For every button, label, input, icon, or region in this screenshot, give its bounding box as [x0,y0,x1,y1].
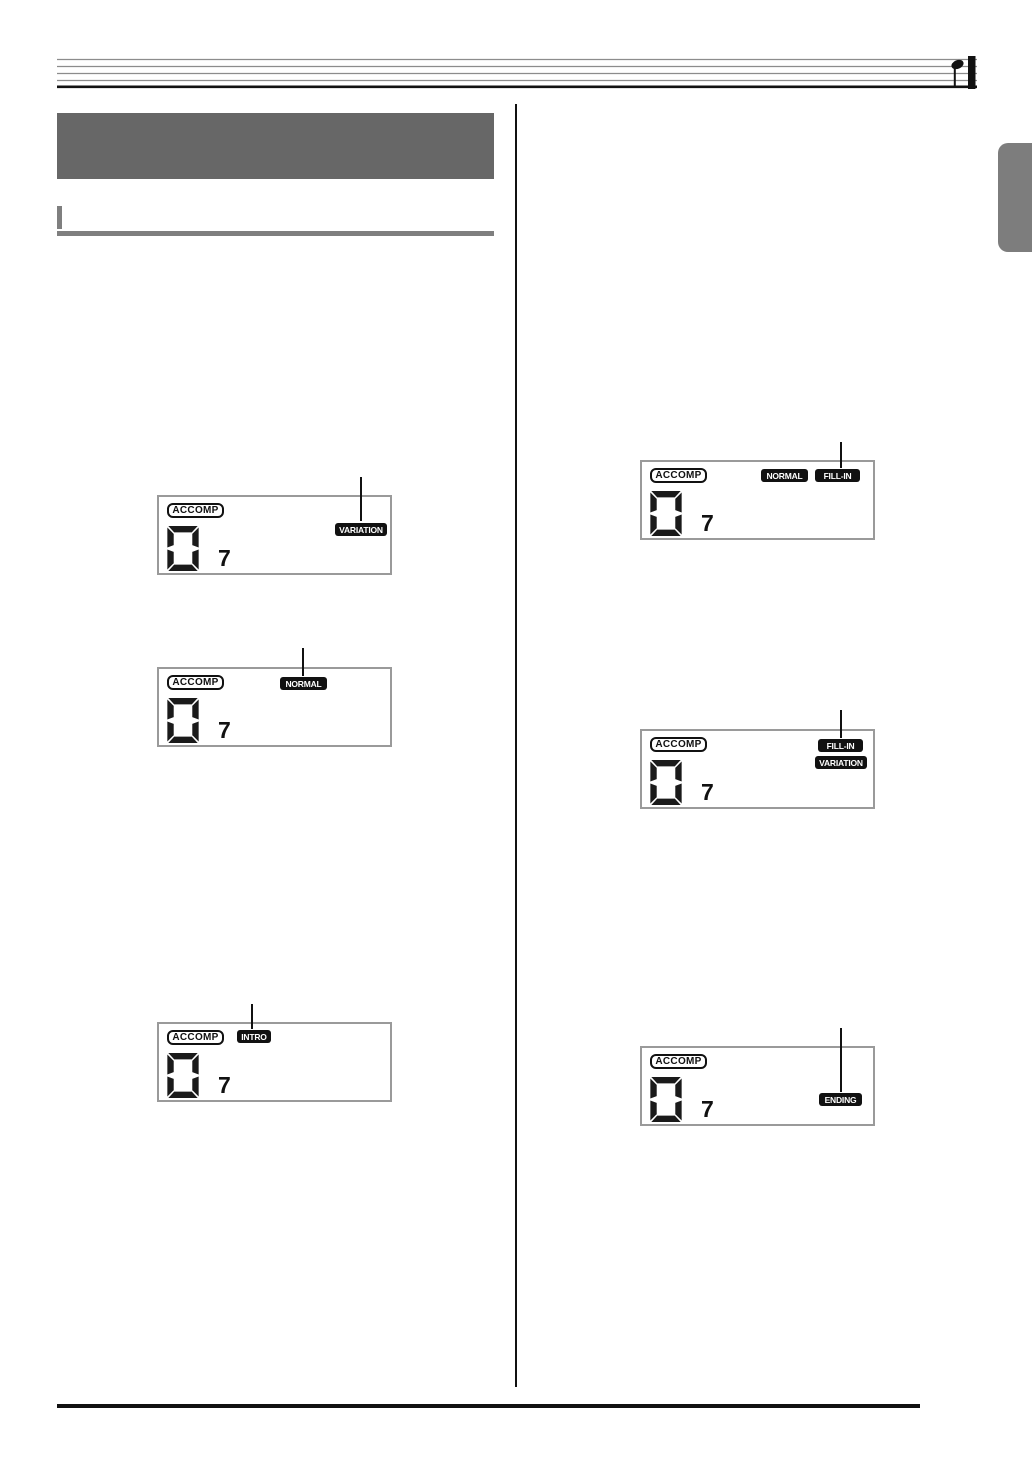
fill-in-indicator: FILL-IN [818,739,863,752]
normal-indicator: NORMAL [761,469,808,482]
accomp-indicator [167,503,224,518]
callout-line-variation [360,477,362,521]
seven-segment-digit-icon [650,491,682,536]
accomp-label: ACCOMP [172,677,219,688]
ending-indicator: ENDING [819,1093,862,1106]
section-header-block [57,113,494,179]
page-side-tab [998,143,1032,252]
accomp-label: ACCOMP [655,470,702,481]
seven-segment-digit-icon [650,760,682,805]
accomp-label: ACCOMP [655,1056,702,1067]
music-staff-graphic [57,54,978,90]
lcd-panel-intro [157,1022,392,1102]
callout-line-fill-in-2 [840,710,842,738]
lcd-small-digit: 7 [701,510,714,536]
page-footer-rule [57,1404,920,1408]
note-icon [950,58,965,87]
lcd-small-digit: 7 [218,717,231,743]
callout-line-intro [251,1004,253,1029]
seven-segment-digit-icon [167,526,199,571]
fill-in-indicator: FILL-IN [815,469,860,482]
callout-line-fill-in-1 [840,442,842,468]
callout-line-ending [840,1028,842,1092]
accomp-indicator [650,737,707,752]
lcd-small-digit: 7 [218,1072,231,1098]
music-staff [57,54,978,90]
lcd-small-digit: 7 [701,1096,714,1122]
column-divider [515,104,517,1387]
accomp-label: ACCOMP [172,505,219,516]
accomp-indicator [167,1030,224,1045]
variation-indicator: VARIATION [335,523,387,536]
accomp-label: ACCOMP [172,1032,219,1043]
seven-segment-digit-icon [650,1077,682,1122]
lcd-small-digit: 7 [218,545,231,571]
seven-segment-digit-icon [167,1053,199,1098]
callout-line-normal [302,648,304,676]
variation-indicator: VARIATION [815,756,867,769]
intro-indicator: INTRO [237,1030,271,1043]
accomp-indicator [650,1054,707,1069]
subsection-underline [57,231,494,236]
subsection-accent-bar [57,206,62,229]
accomp-label: ACCOMP [655,739,702,750]
lcd-panel-variation [157,495,392,575]
seven-segment-digit-icon [167,698,199,743]
accomp-indicator [167,675,224,690]
lcd-panel-normal [157,667,392,747]
lcd-panel-normal-fill-in [640,460,875,540]
accomp-indicator [650,468,707,483]
normal-indicator: NORMAL [280,677,327,690]
lcd-panel-fill-in-variation [640,729,875,809]
lcd-small-digit: 7 [701,779,714,805]
staff-end-bar-icon [968,56,976,89]
